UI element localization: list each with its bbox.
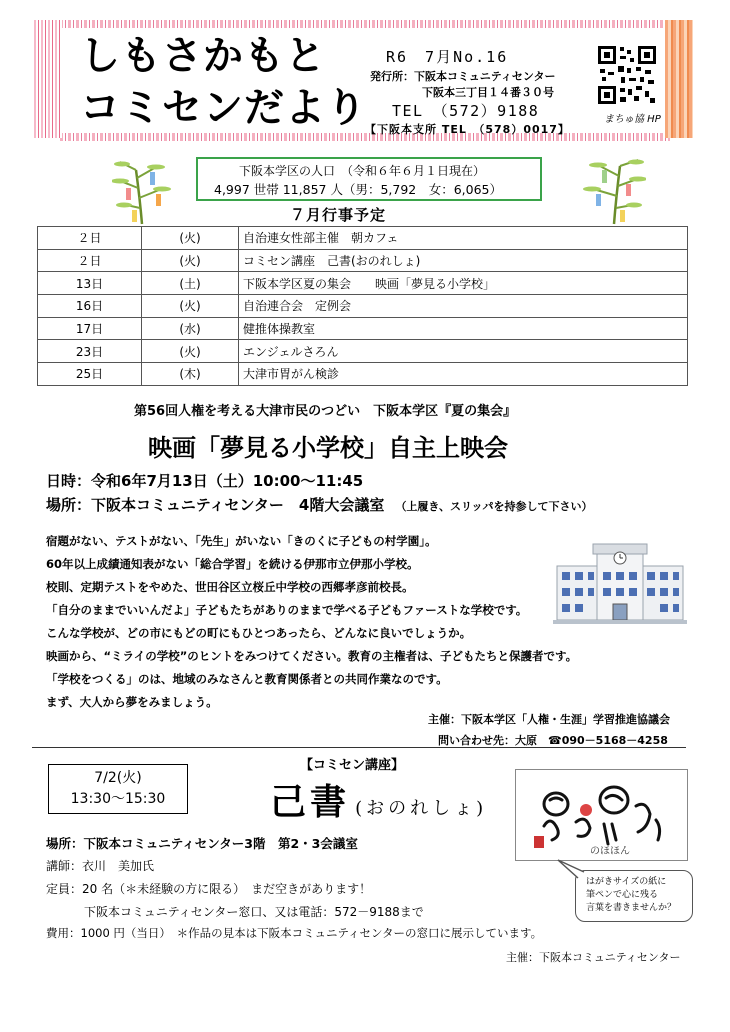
weekday-cell: (火) — [142, 295, 239, 318]
weekday-cell: (木) — [142, 363, 239, 386]
course-heading: 【コミセン講座】 — [300, 758, 405, 773]
event-place-note: （上履き、スリッパを持参して下さい） — [395, 500, 593, 513]
weekday-cell: (火) — [142, 227, 239, 250]
course-datetime-box — [48, 764, 188, 814]
course-time: 13:30～15:30 — [70, 791, 166, 807]
qr-caption: まちゅ協 HP — [604, 114, 661, 125]
event-organizer: 主催：下阪本学区「人権・生涯」学習推進協議会 — [428, 713, 670, 726]
event-body-line: 「自分のままでいいんだよ」子どもたちがありのままで学べる子どもファーストな学校です。 — [46, 603, 528, 617]
course-place: 場所：下阪本コミュニティセンター3階 第2・3会議室 — [46, 836, 358, 851]
ribbon-left — [34, 20, 62, 138]
event-body-line: 校則、定期テストをやめた、世田谷区立桜丘中学校の西郷孝彦前校長。 — [46, 580, 414, 594]
branch-office: 【下阪本支所 TEL （578）0017】 — [365, 123, 570, 136]
date-cell: 13日 — [38, 272, 142, 295]
weekday-cell: (水) — [142, 317, 239, 340]
tanabata-bamboo-icon — [580, 158, 646, 230]
event-place-row — [46, 494, 593, 515]
date-cell: 25日 — [38, 363, 142, 386]
event-cell: コミセン講座 己書(おのれしょ) — [239, 249, 688, 272]
course-sponsor: 主催：下阪本コミュニティセンター — [506, 951, 681, 964]
event-title: 映画「夢見る小学校」自主上映会 — [148, 433, 508, 462]
table-row — [38, 317, 688, 340]
calligraphy-sample-image — [515, 769, 688, 861]
weekday-cell: (火) — [142, 249, 239, 272]
date-cell: ２日 — [38, 227, 142, 250]
course-title-reading: (おのれしょ) — [355, 798, 488, 819]
school-building-icon — [553, 540, 687, 630]
table-row — [38, 363, 688, 386]
event-body-line: まず、大人から夢をみましょう。 — [46, 695, 218, 709]
table-row — [38, 272, 688, 295]
course-date: 7/2(火) — [94, 770, 142, 786]
course-capacity: 定員：20 名（＊未経験の方に限る） まだ空きがあります！ — [46, 882, 372, 896]
event-cell: 健推体操教室 — [239, 317, 688, 340]
table-row — [38, 249, 688, 272]
event-body-line: 映画から、“ミライの学校”のヒントをみつけてください。教育の主権者は、子どもたちと保護者です。 — [46, 649, 578, 663]
date-cell: 23日 — [38, 340, 142, 363]
weekday-cell: (火) — [142, 340, 239, 363]
ribbon-right — [665, 20, 693, 138]
event-contact: 問い合わせ先：大原 ☎090－5168－4258 — [438, 734, 668, 747]
table-row — [38, 295, 688, 318]
issue-number: R6 7月No.16 — [386, 48, 509, 66]
course-lecturer: 講師：衣川 美加氏 — [46, 859, 155, 873]
schedule-heading: ７月行事予定 — [290, 206, 387, 224]
course-title-row — [270, 774, 487, 825]
event-datetime: 日時：令和6年7月13日（土）10:00～11:45 — [46, 472, 364, 490]
event-place: 場所：下阪本コミュニティセンター 4階大会議室 — [46, 496, 385, 514]
schedule-table — [37, 226, 688, 386]
qr-code-icon[interactable] — [596, 44, 658, 106]
date-cell: 17日 — [38, 317, 142, 340]
population-line2: 4,997 世帯 11,857 人（男：5,792 女：6,065） — [214, 182, 503, 197]
event-cell: エンジェルさろん — [239, 340, 688, 363]
date-cell: 16日 — [38, 295, 142, 318]
address: 下阪本三丁目１４番３０号 — [422, 86, 554, 99]
event-cell: 大津市胃がん検診 — [239, 363, 688, 386]
event-body-line: 「学校をつくる」のは、地域のみなさんと教育関係者との共同作業なのです。 — [46, 672, 448, 686]
course-title: 己書 — [270, 781, 351, 823]
table-row — [38, 227, 688, 250]
section-divider — [32, 747, 686, 748]
event-cell: 自治連女性部主催 朝カフェ — [239, 227, 688, 250]
newsletter-title: しもさかもと コミセンだより — [80, 33, 367, 131]
date-cell: ２日 — [38, 249, 142, 272]
course-apply: 下阪本コミュニティセンター窓口、又は電話：572－9188まで — [84, 905, 424, 919]
speech-bubble: はがきサイズの紙に 筆ペンで心に残る 言葉を書きませんか？ — [575, 870, 693, 922]
event-cell: 下阪本学区夏の集会 映画「夢見る小学校」 — [239, 272, 688, 295]
weekday-cell: (土) — [142, 272, 239, 295]
population-line1: 下阪本学区の人口 （令和６年６月１日現在） — [239, 164, 486, 178]
sample-text: のほほん — [590, 846, 630, 857]
telephone: TEL （572）9188 — [392, 102, 540, 120]
course-fee: 費用：1000 円（当日） ＊作品の見本は下阪本コミュニティセンターの窓口に展示しています。 — [46, 926, 543, 940]
event-cell: 自治連合会 定例会 — [239, 295, 688, 318]
header-band-top — [60, 20, 670, 28]
tanabata-bamboo-icon — [112, 160, 174, 230]
event-subtitle: 第56回人権を考える大津市民のつどい 下阪本学区『夏の集会』 — [134, 404, 517, 419]
speech-bubble-tail-icon — [556, 858, 586, 882]
publisher: 発行所：下阪本コミュニティセンター — [370, 70, 556, 83]
event-body-line: こんな学校が、どの市にもどの町にもひとつあったら、どんなに良いでしょうか。 — [46, 626, 472, 640]
event-body-line: 宿題がない、テストがない、「先生」がいない「きのくに子どもの村学園」。 — [46, 534, 437, 548]
table-row — [38, 340, 688, 363]
event-body-line: 60年以上成績通知表がない「総合学習」を続ける伊那市立伊那小学校。 — [46, 557, 419, 571]
